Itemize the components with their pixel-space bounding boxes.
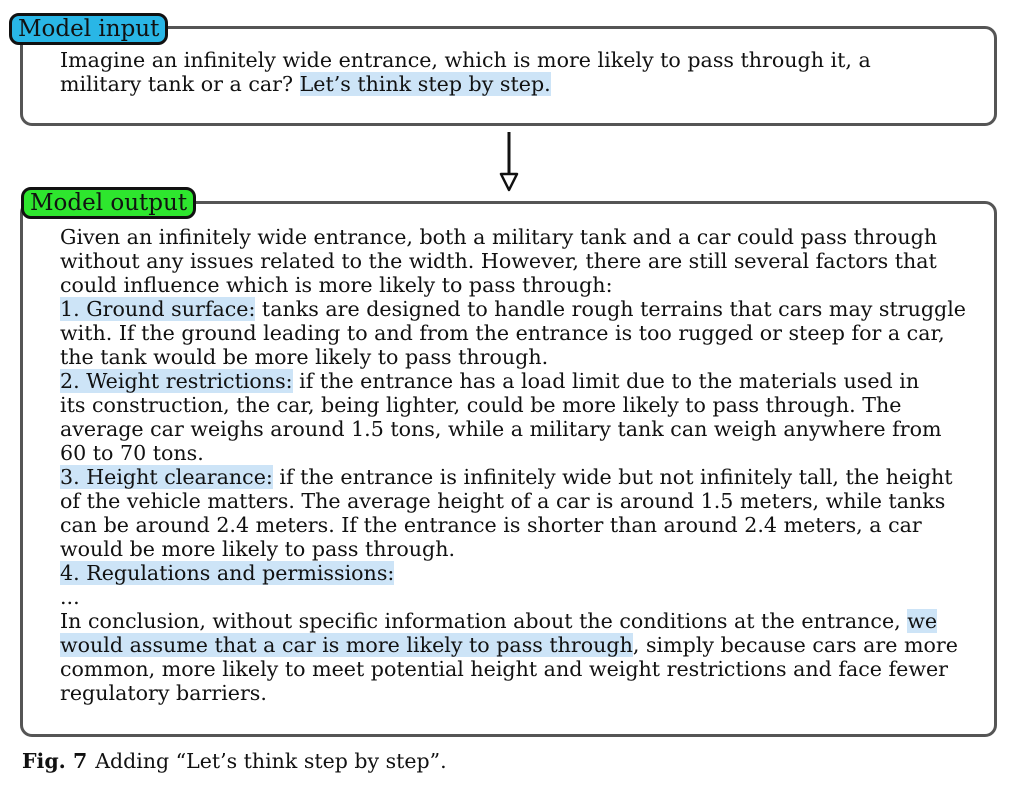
model-output-tag: Model output <box>21 187 196 219</box>
output-line: average car weighs around 1.5 tons, while a military tank can weigh anywhere from <box>60 417 942 441</box>
output-line: In conclusion, without specific information about the conditions at the entrance, we <box>60 609 938 633</box>
highlight-regulations: 4. Regulations and permissions: <box>60 561 395 585</box>
highlight-step-by-step: Let’s think step by step. <box>299 72 551 96</box>
input-line-2: military tank or a car? Let’s think step by step. <box>60 72 551 96</box>
output-line: could influence which is more likely to pass through: <box>60 273 613 297</box>
highlight-conclusion: would assume that a car is more likely to pass through <box>60 633 633 657</box>
output-line: Given an infinitely wide entrance, both a military tank and a car could pass through <box>60 225 938 249</box>
figure-number: Fig. 7 <box>22 749 88 773</box>
model-output-text <box>60 225 966 705</box>
highlight-height-clearance: 3. Height clearance: <box>60 465 273 489</box>
output-line: 2. Weight restrictions: if the entrance has a load limit due to the materials used in <box>60 369 920 393</box>
output-line: regulatory barriers. <box>60 681 267 705</box>
model-input-tag: Model input <box>9 13 168 45</box>
output-line: 3. Height clearance: if the entrance is infinitely wide but not infinitely tall, the height <box>60 465 953 489</box>
output-line: 60 to 70 tons. <box>60 441 204 465</box>
output-line: common, more likely to meet potential height and weight restrictions and face fewer <box>60 657 949 681</box>
output-line: would be more likely to pass through. <box>60 537 456 561</box>
down-arrow-icon <box>494 130 524 194</box>
output-line: its construction, the car, being lighter, could be more likely to pass through. The <box>60 393 902 417</box>
output-line <box>60 561 960 585</box>
output-line: would assume that a car is more likely to pass through, simply because cars are more <box>60 633 958 657</box>
model-input-text <box>60 48 960 96</box>
highlight-conclusion-start: we <box>907 609 938 633</box>
output-line: 1. Ground surface: tanks are designed to handle rough terrains that cars may struggle <box>60 297 966 321</box>
output-line: ... <box>60 585 80 609</box>
output-line: of the vehicle matters. The average height of a car is around 1.5 meters, while tanks <box>60 489 946 513</box>
input-line-1: Imagine an infinitely wide entrance, which is more likely to pass through it, a <box>60 48 871 72</box>
output-line: with. If the ground leading to and from the entrance is too rugged or steep for a car, <box>60 321 945 345</box>
figure-caption <box>22 749 447 773</box>
output-line: the tank would be more likely to pass through. <box>60 345 549 369</box>
caption-text: Adding “Let’s think step by step”. <box>95 749 447 773</box>
highlight-weight-restrictions: 2. Weight restrictions: <box>60 369 293 393</box>
highlight-ground-surface: 1. Ground surface: <box>60 297 256 321</box>
output-line: without any issues related to the width. However, there are still several factors that <box>60 249 937 273</box>
output-line: can be around 2.4 meters. If the entrance is shorter than around 2.4 meters, a car <box>60 513 922 537</box>
